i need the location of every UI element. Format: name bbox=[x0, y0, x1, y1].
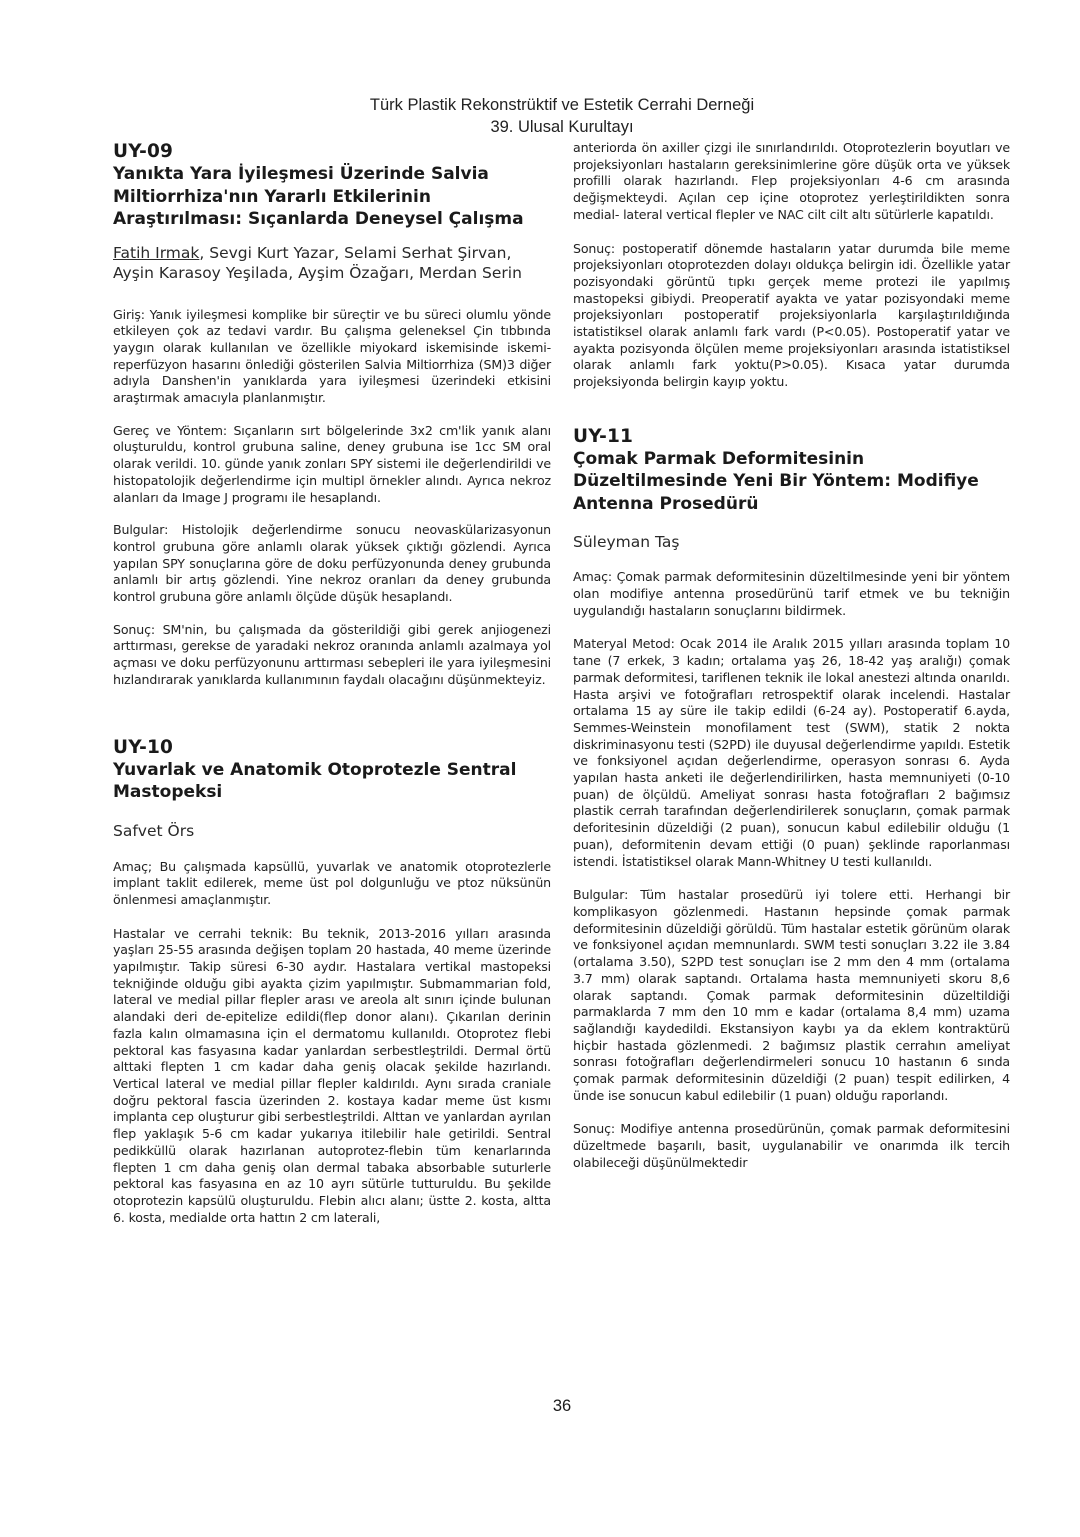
methods-paragraph: Materyal Metod: Ocak 2014 ile Aralık 2015 yılları arasında toplam 10 tane (7 erkek, 3 kadın; ortalama yaş 26, 18-42 yaş aralığı) çomak parmak deformitesi, tariflenen teknik ile lokal anestezi altında onarıldı. Hasta arşivi ve fotoğrafları retrospektif olarak incelendi. Hastalar ortalama 15 ay süre ile takip edildi (6-24 ay). Postoperatif 6.ayda, Semmes-Weinstein monofilament test (SWM), statik 2 nokta diskriminasyonu testi (S2PD) ile duyusal değerlendirme yapıldı. Estetik ve fonksiyonel açıdan değerlendirme, operasyon sonrası 6. Ayda yapılan hasta anketi ile değerlendirilirken, hasta memnuniyeti (0-10 puan) de ölçüldü. Ameliyat sonrası hasta fotoğrafları 2 bağımsız plastik cerrah tarafından değerlendirilerek sonuçların, çomak parmak deforitesinin düzeldiği (2 puan), sonucun kabul edilebilir olduğu (1 puan), deformitenin devam ettiği (0 puan) şeklinde raporlanması istendi. İstatistiksel olarak Mann-Whitney U testi kullanıldı. bbox=[573, 636, 1010, 869]
abstract-uy10 bbox=[113, 736, 551, 1227]
abstract-title: Yanıkta Yara İyileşmesi Üzerinde Salvia Miltiorrhiza'nın Yararlı Etkilerinin Araştırılması: Sıçanlarda Deneysel Çalışma bbox=[113, 164, 524, 229]
header-society: Türk Plastik Rekonstrüktif ve Estetik Cerrahi Derneği bbox=[369, 96, 755, 114]
right-column bbox=[573, 140, 1010, 1172]
methods-paragraph: Gereç ve Yöntem: Sıçanların sırt bölgelerinde 3x2 cm'lik yanık alanı oluşturuldu, kontrol grubuna saline, deney grubuna ise 1cc SM oral olarak verildi. 10. günde yanık zonları SPY sistemi ile değerlendirildi ve histopatolojik değerlendirme için multipl örnekler alındı. Ayrıca nekroz alanları da Image J programı ile hesaplandı. bbox=[113, 422, 551, 505]
abstract-uy11 bbox=[573, 425, 1010, 1172]
abstract-authors bbox=[113, 243, 551, 283]
abstract-title: Çomak Parmak Deformitesinin Düzeltilmesinde Yeni Bir Yöntem: Modifiye Antenna Prosedürü bbox=[573, 448, 979, 514]
left-column bbox=[113, 140, 551, 1226]
aim-paragraph: Amaç; Bu çalışmada kapsüllü, yuvarlak ve anatomik otoprotezlerle implant taklit edilerek, meme üst pol dolgunluğu ve ptoz nüksünün önlenmesi amaçlanmıştır. bbox=[113, 858, 551, 907]
technique-continued-paragraph: anteriorda ön axiller çizgi ile sınırlandırıldı. Otoprotezlerin boyutları ve projeksiyonları hastaların gereksinimlerine göre düşük orta ve yüksek profilli olarak hazırlandı. Flep projeksiyonları 4-6 cm arasında değişmekteydi. Açılan cep içine otoprotez yerleştirildikten sonra medial- lateral vertical flepler ve NAC cilt cilt altı sütürlerle kapatıldı. bbox=[573, 140, 1010, 222]
abstract-code: UY-11 bbox=[573, 425, 634, 447]
results-paragraph: Bulgular: Histolojik değerlendirme sonucu neovaskülarizasyonun kontrol grubuna göre anlamlı olarak yüksek çıktığı gözlendi. Ayrıca yapılan SPY sonuçlarına göre de doku perfüzyonunda deney grubunda anlamlı bir artış gözlendi. Yine nekroz oranları da deney grubunda kontrol grubuna göre anlamlı ölçüde düşük hesaplandı. bbox=[113, 522, 551, 605]
conclusion-paragraph: Sonuç: SM'nin, bu çalışmada da gösterildiği gibi gerek anjiogenezi arttırması, gerekse de yaradaki nekroz oranında anlamlı azalmaya yol açması ve doku perfüzyonunu arttırması sebepleri ile yara iyileşmesini hızlandırarak yanıklarda kullanımının faydalı olacağını düşünmekteyiz. bbox=[113, 621, 551, 687]
intro-paragraph: Giriş: Yanık iyileşmesi komplike bir süreçtir ve bu süreci olumlu yönde etkileyen çok az tedavi vardır. Bu çalışma geleneksel Çin tıbbında yaygın olarak kullanılan ve özellikle miyokard iskemisinde iskemi-reperfüzyon hasarını önlediği gösterilen Salvia Miltiorrhiza (SM)3 diğer adıyla Danshen'in yanıklarda yara iyileşmesi üzerindeki etkisini araştırmak amacıyla planlanmıştır. bbox=[113, 306, 551, 406]
header-congress: 39. Ulusal Kurultayı bbox=[490, 118, 634, 136]
first-author: Fatih Irmak bbox=[113, 243, 200, 262]
abstract-authors: Safvet Örs bbox=[113, 821, 195, 840]
abstract-code: UY-09 bbox=[113, 141, 174, 162]
co-authors: , Sevgi Kurt Yazar, Selami Serhat Şirvan, Ayşin Karasoy Yeşilada, Ayşim Özağarı, Merdan Serin bbox=[113, 243, 522, 282]
abstract-uy09 bbox=[113, 140, 551, 689]
document-header bbox=[0, 94, 1080, 138]
conclusion-paragraph: Sonuç: postoperatif dönemde hastaların yatar durumda bile meme projeksiyonları otoprotezden dolayı oldukça belirgin idi. Özellikle yatar pozisyondaki görüntü tıpkı gerçek meme protezi ile yapılmış mastopeksi gibiydi. Preoperatif ayakta ve yatar pozisyondaki meme projeksiyonları postoperatif projeksiyonlarla karşılaştırıldığında istatistiksel olarak anlamlı fark vardı (P<0.05). Postoperatif yatar ve ayakta pozisyonda ölçülen meme projeksiyonları arasında istatistiksel olarak anlamlı fark yoktu(P>0.05). Kısaca yatar durumda projeksiyonda belirgin kayıp yoktu. bbox=[573, 240, 1010, 390]
abstract-title: Yuvarlak ve Anatomik Otoprotezle Sentral Mastopeksi bbox=[113, 759, 517, 803]
page-number: 36 bbox=[552, 1397, 572, 1415]
aim-paragraph: Amaç: Çomak parmak deformitesinin düzeltilmesinde yeni bir yöntem olan modifiye antenna prosedürünü tarif etmek ve bu tekniğin uygulandığı hastaların sonuçlarını bildirmek. bbox=[573, 569, 1010, 618]
technique-paragraph: Hastalar ve cerrahi teknik: Bu teknik, 2013-2016 yılları arasında yaşları 25-55 arasında değişen toplam 20 hastada, 40 meme üzerinde yapılmıştır. Takip süresi 6-30 aydır. Hastalara vertikal mastopeksi tekniğinde olduğu gibi ayakta çizim yapılmıştır. Submammarian fold, lateral ve medial pillar flepler arası ve areola alt sınırı içinde bulunan alandaki deri de-epitelize edildi(flep donor alanı). Çıkarılan derinin fazla kalın olmamasına için el dermatomu kullanıldı. Otoprotez flebi pektoral kas fasyasına kadar yanlardan serbestleştrildi. Dermal örtü alttaki flepten 1 cm kadar daha geniş olacak şekilde hazırlandı. Vertical lateral ve medial pillar flepler kaldırıldı. Aynı sırada craniale doğru pektoral fascia üzerinden 2. kostaya kadar meme üst kısmı implanta cep oluşturur gibi serbestleştrildi. Alttan ve yanlardan ayrılan flep yaklaşık 5-6 cm kadar yukarıya itilebilir hale getirildi. Sentral pedikküllü olarak hazırlanan autoprotez-flebin tüm kenarlarında flepten 1 cm daha geniş olan dermal tabaka absorbable suturlerle pektoral kas fasyasına en az 10 ayrı sütürle tutturuldu. Bu şekilde otoprotezin kapsülü oluşturuldu. Flebin alıcı alanı; üstte 2. kosta, altta 6. kosta, medialde orta hattın 2 cm laterali, bbox=[113, 925, 551, 1225]
abstract-authors: Süleyman Taş bbox=[573, 533, 680, 552]
conclusion-paragraph: Sonuç: Modifiye antenna prosedürünün, çomak parmak deformitesini düzeltmede başarılı, basit, uygulanabilir ve onarımda ilk tercih olabileceği düşünülmektedir bbox=[573, 1121, 1010, 1170]
abstract-code: UY-10 bbox=[113, 736, 174, 758]
results-paragraph: Bulgular: Tüm hastalar prosedürü iyi tolere etti. Herhangi bir komplikasyon gözlenmedi. Hastanın hepsinde çomak parmak deformitesinin düzeldiği görüldü. Tüm hastalar estetik görünüm olarak ve fonksiyonel açıdan memnunlardı. SWM testi sonuçları 3.22 ile 3.84 (ortalama 3.50), S2PD test sonuçları ise 2 mm den 4 mm (ortalama 3.7 mm) olarak saptandı. Ortalama hasta memnuniyeti skoru 8,6 olarak saptandı. Çomak parmak deformitesinin düzeltildiği parmaklarda 7 mm den 10 mm e kadar (ortalama 8,4 mm) uzama sağlandığı kaydedildi. Ekstansiyon kaybı ya da eklem kontraktürü hiçbir hastada gözlenmedi. 2 bağımsız plastik cerrahın ameliyat sonrası fotoğrafları değerlendirmeleri sonucu 10 hastanın 6 sında çomak parmak deformitesinin düzeldiği (2 puan) tespit edilirken, 4 ünde ise sonucun kabul edilebilir (1 puan) olduğu raporlandı. bbox=[573, 887, 1010, 1103]
